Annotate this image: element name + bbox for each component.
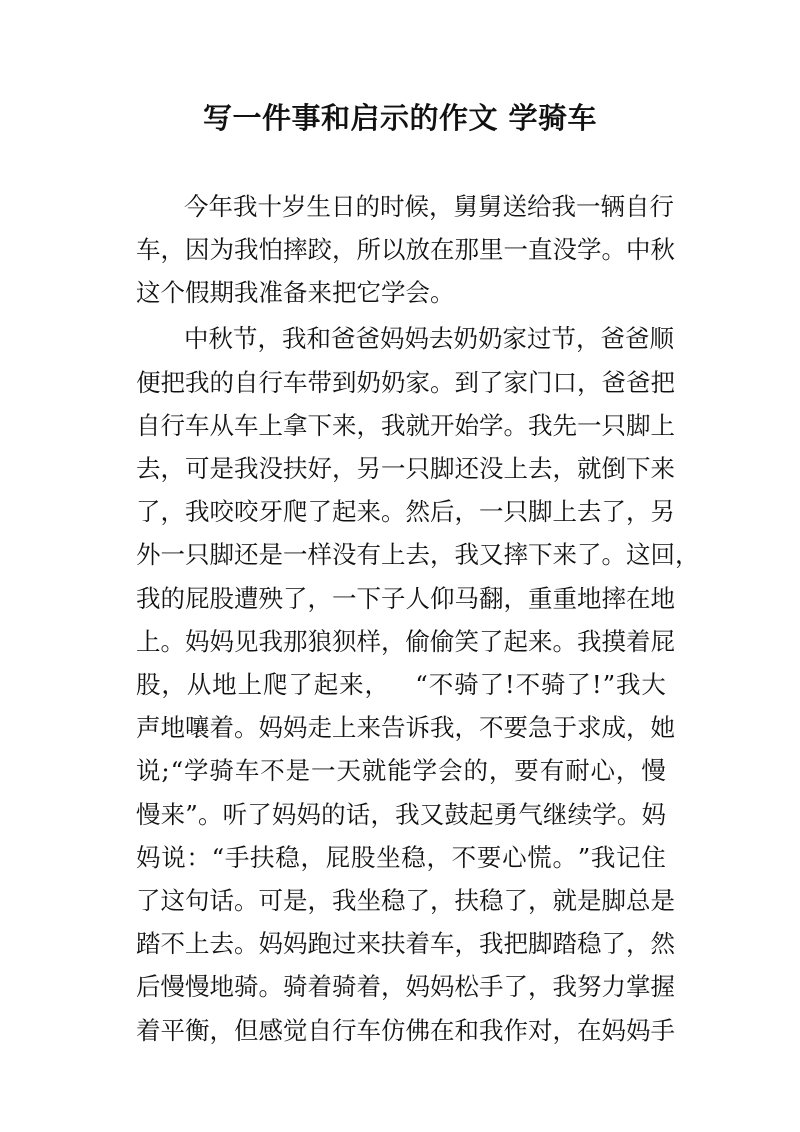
text-line: 了 ， 我 咬 咬 牙 爬 了 起 来 。 然 后 ， 一 只 脚 上 去 了 ， 另 <box>136 497 675 526</box>
text-line: 妈 说 ： “ 手 扶 稳 ， 屁 股 坐 稳 ， 不 要 心 慌 。 ” 我 记 住 <box>136 843 666 872</box>
text-line: 声 地 嚷 着 。 妈 妈 走 上 来 告 诉 我 ， 不 要 急 于 求 成 ， 她 <box>136 713 675 742</box>
text-line: 慢 来 ” 。 听 了 妈 妈 的 话 ， 我 又 鼓 起 勇 气 继 续 学 。 妈 <box>136 800 666 829</box>
text-line: 后 慢 慢 地 骑 。 骑 着 骑 着 ， 妈 妈 松 手 了 ， 我 努 力 掌 握 <box>136 972 675 1001</box>
text-line: 便 把 我 的 自 行 车 带 到 奶 奶 家 。 到 了 家 门 口 ， 爸 爸 把 <box>136 368 675 397</box>
text-line: 着 平 衡 ， 但 感 觉 自 行 车 仿 佛 在 和 我 作 对 ， 在 妈 妈 手 <box>136 1016 675 1045</box>
text-line: 我 的 屁 股 遭 殃 了 ， 一 下 子 人 仰 马 翻 ， 重 重 地 摔 在 地 <box>136 584 675 613</box>
text-line: 踏 不 上 去 。 妈 妈 跑 过 来 扶 着 车 ， 我 把 脚 踏 稳 了 ， 然 <box>136 929 675 958</box>
text-line: 了 这 句 话 。 可 是 ， 我 坐 稳 了 ， 扶 稳 了 ， 就 是 脚 总 是 <box>136 886 675 915</box>
text-line: 自 行 车 从 车 上 拿 下 来 ， 我 就 开 始 学 。 我 先 一 只 脚 上 <box>136 411 675 440</box>
text-line: 说 ; “ 学 骑 车 不 是 一 天 就 能 学 会 的 ， 要 有 耐 心 ， 慢 <box>136 756 666 785</box>
text-line: 今 年 我 十 岁 生 日 的 时 候 ， 舅 舅 送 给 我 一 辆 自 行 <box>184 192 674 221</box>
text-line: 这个假期我准备来把它学会。 <box>136 278 455 307</box>
text-line: 股 ， 从 地 上 爬 了 起 来 ， “ 不 骑 了 ! 不 骑 了 ! ” 我 大 <box>136 670 666 699</box>
document-title: 写一件事和启示的作文 学骑车 <box>202 101 598 135</box>
text-line: 车 ， 因 为 我 怕 摔 跤 ， 所 以 放 在 那 里 一 直 没 学 。 中 秋 <box>136 235 675 264</box>
text-line: 中 秋 节 ， 我 和 爸 爸 妈 妈 去 奶 奶 家 过 节 ， 爸 爸 顺 <box>184 324 674 353</box>
text-line: 上 。 妈 妈 见 我 那 狼 狈 样 ， 偷 偷 笑 了 起 来 。 我 摸 着 屁 <box>136 627 675 656</box>
text-line: 外 一 只 脚 还 是 一 样 没 有 上 去 ， 我 又 摔 下 来 了 。 这 回 ， <box>136 540 700 569</box>
text-line: 去 ， 可 是 我 没 扶 好 ， 另 一 只 脚 还 没 上 去 ， 就 倒 下 来 <box>136 454 675 483</box>
